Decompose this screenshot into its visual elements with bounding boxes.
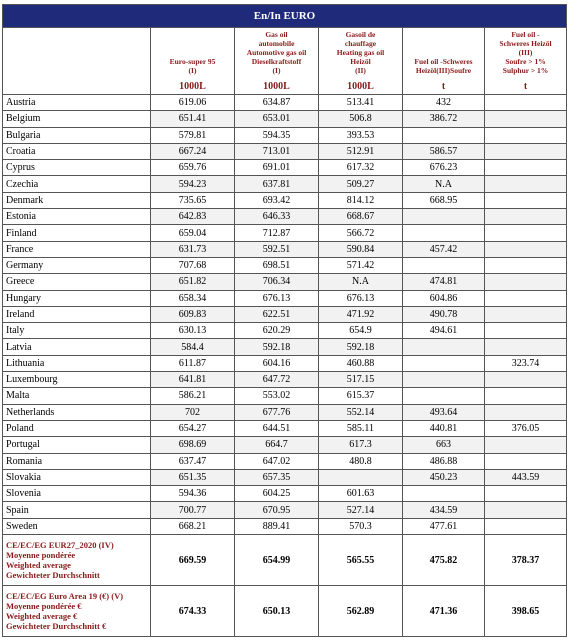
value-cell: 654.27 xyxy=(151,420,235,436)
column-header-5 xyxy=(485,28,567,95)
value-cell: 571.42 xyxy=(319,257,403,273)
country-cell: Slovenia xyxy=(3,486,151,502)
value-cell xyxy=(403,339,485,355)
value-cell: 615.37 xyxy=(319,388,403,404)
value-cell: 617.32 xyxy=(319,160,403,176)
value-cell: 590.84 xyxy=(319,241,403,257)
value-cell: 644.51 xyxy=(235,420,319,436)
value-cell: 668.95 xyxy=(403,192,485,208)
value-cell: 657.35 xyxy=(235,469,319,485)
country-cell: Poland xyxy=(3,420,151,436)
value-cell: 460.88 xyxy=(319,355,403,371)
table-row xyxy=(3,95,567,111)
column-unit: t xyxy=(441,81,446,92)
value-cell: 670.95 xyxy=(235,502,319,518)
country-cell: Slovakia xyxy=(3,469,151,485)
value-cell: 552.14 xyxy=(319,404,403,420)
value-cell: 586.21 xyxy=(151,388,235,404)
country-cell: Finland xyxy=(3,225,151,241)
value-cell: 594.36 xyxy=(151,486,235,502)
country-cell: Denmark xyxy=(3,192,151,208)
country-cell: Netherlands xyxy=(3,404,151,420)
country-cell: Croatia xyxy=(3,143,151,159)
country-cell: Greece xyxy=(3,274,151,290)
value-cell: 506.8 xyxy=(319,111,403,127)
value-cell xyxy=(485,176,567,192)
value-cell: 480.8 xyxy=(319,453,403,469)
value-cell: 654.9 xyxy=(319,323,403,339)
value-cell: 706.34 xyxy=(235,274,319,290)
value-cell: 570.3 xyxy=(319,518,403,534)
price-table-container xyxy=(2,4,566,637)
value-cell xyxy=(485,241,567,257)
value-cell: 579.81 xyxy=(151,127,235,143)
country-cell: Romania xyxy=(3,453,151,469)
value-cell: 700.77 xyxy=(151,502,235,518)
value-cell xyxy=(403,372,485,388)
country-cell: Hungary xyxy=(3,290,151,306)
value-cell xyxy=(485,486,567,502)
average-value-cell: 398.65 xyxy=(485,586,567,637)
value-cell xyxy=(485,127,567,143)
value-cell: 594.23 xyxy=(151,176,235,192)
table-row xyxy=(3,241,567,257)
value-cell xyxy=(485,257,567,273)
value-cell: 509.27 xyxy=(319,176,403,192)
average-value-cell: 674.33 xyxy=(151,586,235,637)
average-value-cell: 650.13 xyxy=(235,586,319,637)
value-cell: 474.81 xyxy=(403,274,485,290)
value-cell: 676.13 xyxy=(319,290,403,306)
country-cell: Lithuania xyxy=(3,355,151,371)
value-cell: 592.18 xyxy=(319,339,403,355)
value-cell xyxy=(485,502,567,518)
value-cell: 604.86 xyxy=(403,290,485,306)
average-value-cell: 654.99 xyxy=(235,535,319,586)
column-unit: 1000L xyxy=(347,81,374,92)
average-value-cell: 565.55 xyxy=(319,535,403,586)
table-row xyxy=(3,437,567,453)
value-cell: 494.61 xyxy=(403,323,485,339)
value-cell: 622.51 xyxy=(235,306,319,322)
country-cell: Sweden xyxy=(3,518,151,534)
value-cell: 677.76 xyxy=(235,404,319,420)
value-cell: 443.59 xyxy=(485,469,567,485)
value-cell: 486.88 xyxy=(403,453,485,469)
country-cell: Portugal xyxy=(3,437,151,453)
value-cell xyxy=(403,127,485,143)
table-row xyxy=(3,355,567,371)
value-cell: 698.51 xyxy=(235,257,319,273)
table-row xyxy=(3,111,567,127)
value-cell: 527.14 xyxy=(319,502,403,518)
table-row xyxy=(3,469,567,485)
value-cell: N.A xyxy=(319,274,403,290)
value-cell: 647.02 xyxy=(235,453,319,469)
value-cell: 702 xyxy=(151,404,235,420)
table-row xyxy=(3,323,567,339)
value-cell: 676.23 xyxy=(403,160,485,176)
country-cell: Malta xyxy=(3,388,151,404)
table-row xyxy=(3,502,567,518)
value-cell: 471.92 xyxy=(319,306,403,322)
value-cell: 601.63 xyxy=(319,486,403,502)
value-cell: 668.21 xyxy=(151,518,235,534)
average-value-cell: 471.36 xyxy=(403,586,485,637)
value-cell: 651.82 xyxy=(151,274,235,290)
value-cell xyxy=(485,323,567,339)
value-cell: 434.59 xyxy=(403,502,485,518)
value-cell xyxy=(485,160,567,176)
value-cell: 659.04 xyxy=(151,225,235,241)
value-cell xyxy=(403,209,485,225)
country-cell: Cyprus xyxy=(3,160,151,176)
value-cell: 651.41 xyxy=(151,111,235,127)
table-row xyxy=(3,192,567,208)
value-cell: 604.16 xyxy=(235,355,319,371)
value-cell: 642.83 xyxy=(151,209,235,225)
column-name: Gas oil automobile Automotive gas oil Dieselkraftstoff (I) xyxy=(246,30,307,75)
value-cell: 566.72 xyxy=(319,225,403,241)
value-cell xyxy=(485,339,567,355)
table-row xyxy=(3,225,567,241)
value-cell: 658.34 xyxy=(151,290,235,306)
value-cell xyxy=(403,388,485,404)
column-name: Fuel oil -Schweres Heizöl(III)Soufre xyxy=(414,57,473,75)
value-cell: 592.51 xyxy=(235,241,319,257)
country-cell: Estonia xyxy=(3,209,151,225)
value-cell: 641.81 xyxy=(151,372,235,388)
value-cell xyxy=(485,95,567,111)
value-cell xyxy=(485,453,567,469)
value-cell: 646.33 xyxy=(235,209,319,225)
value-cell: 604.25 xyxy=(235,486,319,502)
value-cell: 594.35 xyxy=(235,127,319,143)
country-cell: Spain xyxy=(3,502,151,518)
value-cell xyxy=(485,225,567,241)
value-cell: 659.76 xyxy=(151,160,235,176)
value-cell: 386.72 xyxy=(403,111,485,127)
value-cell: 512.91 xyxy=(319,143,403,159)
country-cell: Czechia xyxy=(3,176,151,192)
value-cell: 490.78 xyxy=(403,306,485,322)
country-cell: Austria xyxy=(3,95,151,111)
value-cell: 440.81 xyxy=(403,420,485,436)
value-cell xyxy=(403,225,485,241)
column-unit: 1000L xyxy=(179,81,206,92)
header-blank-cell xyxy=(3,28,151,95)
column-header-4 xyxy=(403,28,485,95)
value-cell: 620.29 xyxy=(235,323,319,339)
value-cell: 634.87 xyxy=(235,95,319,111)
table-row xyxy=(3,127,567,143)
table-row xyxy=(3,339,567,355)
table-title: En/In EURO xyxy=(3,5,567,28)
value-cell xyxy=(485,274,567,290)
value-cell: 889.41 xyxy=(235,518,319,534)
value-cell: 585.11 xyxy=(319,420,403,436)
value-cell: 667.24 xyxy=(151,143,235,159)
table-row xyxy=(3,160,567,176)
value-cell xyxy=(403,257,485,273)
value-cell: 592.18 xyxy=(235,339,319,355)
table-row xyxy=(3,257,567,273)
average-label: CE/EC/EG Euro Area 19 (€) (V) Moyenne pondérée € Weighted average € Gewichteter Durchschnitt € xyxy=(3,586,151,637)
value-cell: 651.35 xyxy=(151,469,235,485)
country-cell: Italy xyxy=(3,323,151,339)
value-cell xyxy=(319,469,403,485)
column-header-3 xyxy=(319,28,403,95)
value-cell: 513.41 xyxy=(319,95,403,111)
value-cell: 676.13 xyxy=(235,290,319,306)
value-cell: 637.81 xyxy=(235,176,319,192)
average-value-cell: 378.37 xyxy=(485,535,567,586)
table-row xyxy=(3,306,567,322)
value-cell xyxy=(403,355,485,371)
average-value-cell: 669.59 xyxy=(151,535,235,586)
table-row xyxy=(3,290,567,306)
value-cell: N.A xyxy=(403,176,485,192)
value-cell: 517.15 xyxy=(319,372,403,388)
value-cell: 553.02 xyxy=(235,388,319,404)
value-cell: 713.01 xyxy=(235,143,319,159)
column-name: Euro-super 95 (I) xyxy=(169,57,216,75)
value-cell: 637.47 xyxy=(151,453,235,469)
table-row xyxy=(3,388,567,404)
country-cell: Bulgaria xyxy=(3,127,151,143)
table-row xyxy=(3,143,567,159)
value-cell xyxy=(485,404,567,420)
table-row xyxy=(3,420,567,436)
value-cell: 735.65 xyxy=(151,192,235,208)
value-cell: 653.01 xyxy=(235,111,319,127)
value-cell: 664.7 xyxy=(235,437,319,453)
value-cell: 617.3 xyxy=(319,437,403,453)
value-cell xyxy=(485,437,567,453)
value-cell: 631.73 xyxy=(151,241,235,257)
country-cell: Latvia xyxy=(3,339,151,355)
column-name: Gasoil de chauffage Heating gas oil Heizöl (II) xyxy=(336,30,385,75)
value-cell: 663 xyxy=(403,437,485,453)
average-label: CE/EC/EG EUR27_2020 (IV) Moyenne pondérée Weighted average Gewichteter Durchschnitt xyxy=(3,535,151,586)
average-row xyxy=(3,586,567,637)
value-cell: 477.61 xyxy=(403,518,485,534)
value-cell: 630.13 xyxy=(151,323,235,339)
value-cell: 611.87 xyxy=(151,355,235,371)
column-header-2 xyxy=(235,28,319,95)
value-cell xyxy=(403,486,485,502)
value-cell xyxy=(485,143,567,159)
value-cell xyxy=(485,209,567,225)
country-cell: France xyxy=(3,241,151,257)
value-cell xyxy=(485,372,567,388)
average-value-cell: 562.89 xyxy=(319,586,403,637)
column-unit: t xyxy=(523,81,528,92)
country-cell: Germany xyxy=(3,257,151,273)
value-cell xyxy=(485,388,567,404)
value-cell: 457.42 xyxy=(403,241,485,257)
table-row xyxy=(3,404,567,420)
country-cell: Luxembourg xyxy=(3,372,151,388)
table-row xyxy=(3,518,567,534)
value-cell: 432 xyxy=(403,95,485,111)
value-cell xyxy=(485,192,567,208)
value-cell: 707.68 xyxy=(151,257,235,273)
table-row xyxy=(3,453,567,469)
country-cell: Ireland xyxy=(3,306,151,322)
average-value-cell: 475.82 xyxy=(403,535,485,586)
table-row xyxy=(3,176,567,192)
value-cell xyxy=(485,290,567,306)
country-cell: Belgium xyxy=(3,111,151,127)
value-cell: 493.64 xyxy=(403,404,485,420)
value-cell: 647.72 xyxy=(235,372,319,388)
value-cell: 393.53 xyxy=(319,127,403,143)
value-cell xyxy=(485,111,567,127)
value-cell: 609.83 xyxy=(151,306,235,322)
average-row xyxy=(3,535,567,586)
fuel-price-table xyxy=(2,4,567,637)
value-cell: 450.23 xyxy=(403,469,485,485)
table-row xyxy=(3,486,567,502)
value-cell: 712.87 xyxy=(235,225,319,241)
column-name: Fuel oil - Schweres Heizöl (III) Soufre > 1% Sulphur > 1% xyxy=(499,30,552,75)
value-cell: 376.05 xyxy=(485,420,567,436)
value-cell: 323.74 xyxy=(485,355,567,371)
value-cell: 814.12 xyxy=(319,192,403,208)
value-cell: 698.69 xyxy=(151,437,235,453)
value-cell: 668.67 xyxy=(319,209,403,225)
value-cell: 584.4 xyxy=(151,339,235,355)
value-cell xyxy=(485,518,567,534)
column-header-1 xyxy=(151,28,235,95)
table-row xyxy=(3,274,567,290)
table-row xyxy=(3,209,567,225)
value-cell: 586.57 xyxy=(403,143,485,159)
table-row xyxy=(3,372,567,388)
value-cell xyxy=(485,306,567,322)
value-cell: 619.06 xyxy=(151,95,235,111)
value-cell: 691.01 xyxy=(235,160,319,176)
value-cell: 693.42 xyxy=(235,192,319,208)
column-unit: 1000L xyxy=(263,81,290,92)
